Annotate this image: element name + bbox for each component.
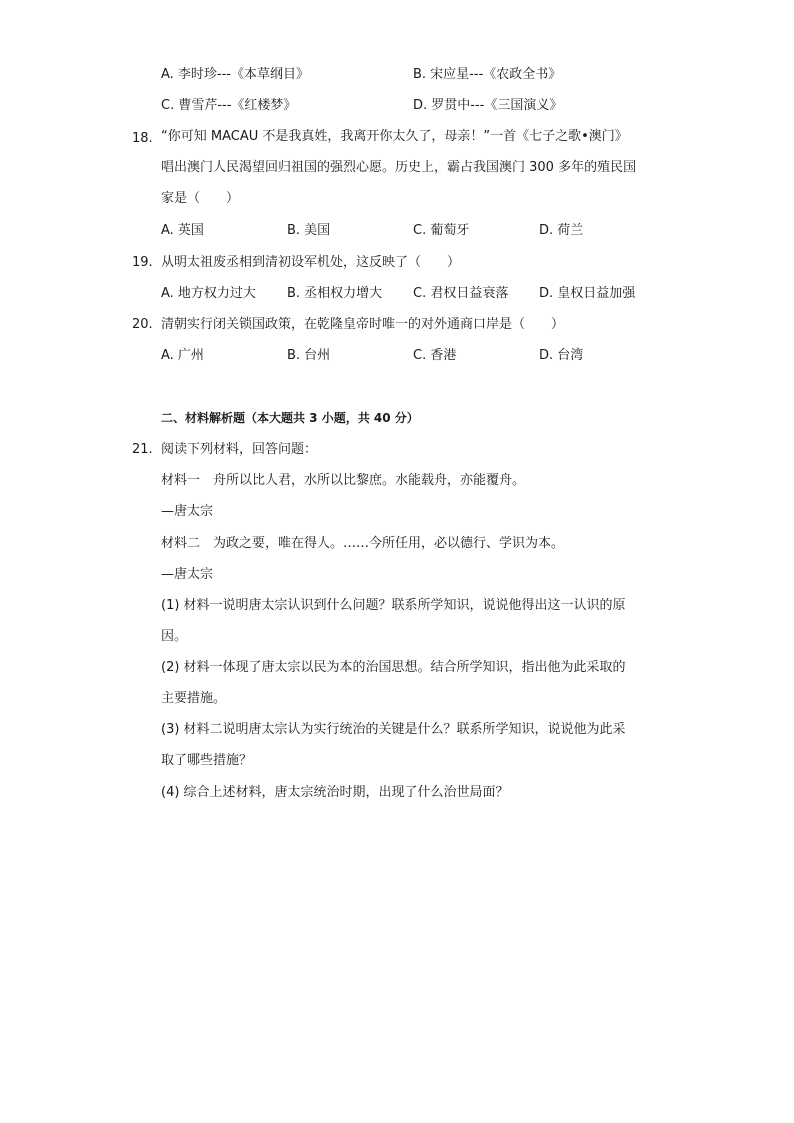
q18-option-b: B. 美国 <box>287 223 331 238</box>
q18-option-d: D. 荷兰 <box>539 223 584 238</box>
material-2-source: —唐太宗 <box>161 567 214 582</box>
q18-option-a: A. 英国 <box>161 223 204 238</box>
q17-option-d: D. 罗贯中---《三国演义》 <box>413 98 563 113</box>
question-number-19: 19. <box>132 255 153 270</box>
sub-question-1-line-2: 因。 <box>161 629 188 644</box>
q19-stem: 从明太祖废丞相到清初设军机处，这反映了（ ） <box>161 255 461 270</box>
sub-question-3-line-2: 取了哪些措施？ <box>161 753 253 768</box>
sub-question-1-line-1: (1) 材料一说明唐太宗认识到什么问题？联系所学知识，说说他得出这一认识的原 <box>161 598 626 613</box>
q19-option-c: C. 君权日益衰落 <box>413 286 509 301</box>
q20-option-b: B. 台州 <box>287 348 331 363</box>
question-number-18: 18. <box>132 131 153 146</box>
q19-option-a: A. 地方权力过大 <box>161 286 256 301</box>
q17-option-b: B. 宋应星---《农政全书》 <box>413 67 562 82</box>
q20-option-d: D. 台湾 <box>539 348 584 363</box>
sub-question-3-line-1: (3) 材料二说明唐太宗认为实行统治的关键是什么？联系所学知识，说说他为此采 <box>161 722 626 737</box>
q18-stem-line-1: “你可知 MACAU 不是我真姓，我离开你太久了，母亲！”一首《七子之歌•澳门》 <box>161 129 628 144</box>
q19-option-b: B. 丞相权力增大 <box>287 286 383 301</box>
q21-intro: 阅读下列材料，回答问题： <box>161 442 318 457</box>
material-1: 材料一 舟所以比人君，水所以比黎庶。水能载舟，亦能覆舟。 <box>161 473 526 488</box>
q20-option-c: C. 香港 <box>413 348 457 363</box>
material-2: 材料二 为政之要，唯在得人。……今所任用，必以德行、学识为本。 <box>161 536 565 551</box>
question-number-20: 20. <box>132 317 153 332</box>
sub-question-4: (4) 综合上述材料，唐太宗统治时期，出现了什么治世局面？ <box>161 785 509 800</box>
q18-stem-line-2: 唱出澳门人民渴望回归祖国的强烈心愿。历史上，霸占我国澳门 300 多年的殖民国 <box>161 160 637 175</box>
q18-option-c: C. 葡萄牙 <box>413 223 470 238</box>
q17-option-a: A. 李时珍---《本草纲目》 <box>161 67 310 82</box>
question-number-21: 21. <box>132 442 153 457</box>
q17-option-c: C. 曹雪芹---《红楼梦》 <box>161 98 297 113</box>
sub-question-2-line-1: (2) 材料一体现了唐太宗以民为本的治国思想。结合所学知识，指出他为此采取的 <box>161 660 626 675</box>
material-1-source: —唐太宗 <box>161 504 214 519</box>
q20-option-a: A. 广州 <box>161 348 204 363</box>
q19-option-d: D. 皇权日益加强 <box>539 286 636 301</box>
q18-stem-line-3: 家是（ ） <box>161 191 240 206</box>
section-heading: 二、材料解析题（本大题共 3 小题，共 40 分） <box>161 411 419 425</box>
q20-stem: 清朝实行闭关锁国政策，在乾隆皇帝时唯一的对外通商口岸是（ ） <box>161 317 565 332</box>
sub-question-2-line-2: 主要措施。 <box>161 691 227 706</box>
